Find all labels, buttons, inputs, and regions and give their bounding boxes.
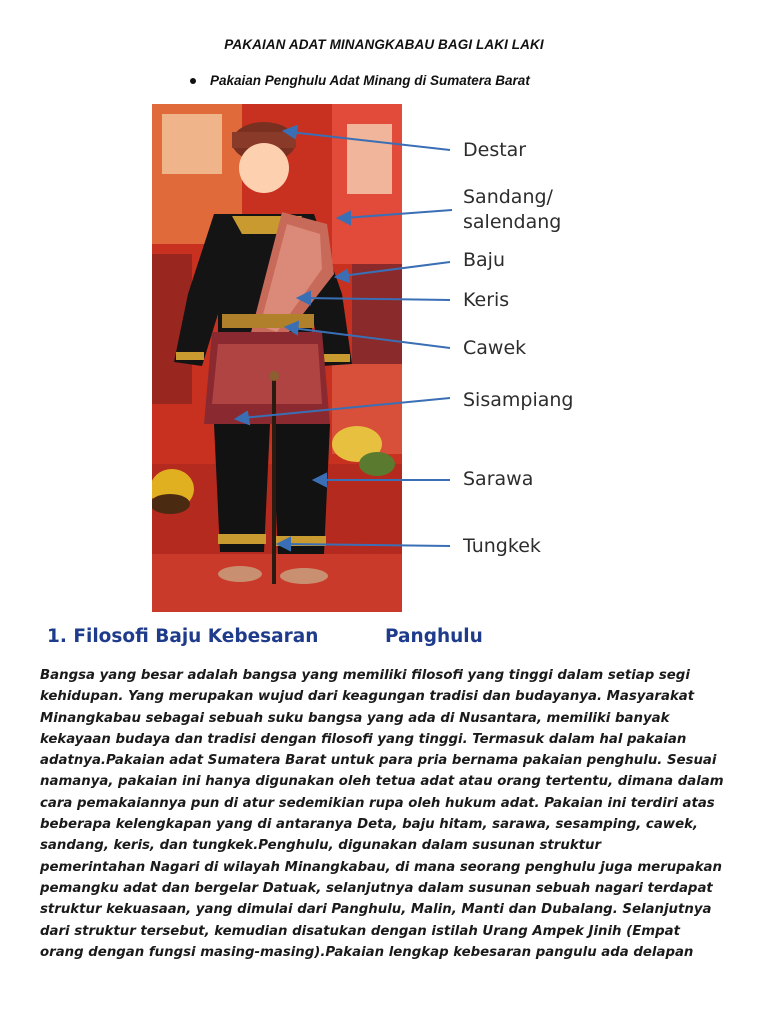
body-line: pemerintahan Nagari di wilayah Minangkabau, di mana seorang penghulu juga merupakan <box>40 859 722 875</box>
body-line: namanya, pakaian ini hanya digunakan oleh tetua adat atau orang tertentu, dimana dalam <box>40 774 724 790</box>
label-cawek: Cawek <box>463 337 527 359</box>
body-line: sandang, keris, dan tungkek.Penghulu, digunakan dalam susunan struktur <box>40 838 602 854</box>
label-sisampiang: Sisampiang <box>463 389 574 411</box>
label-destar: Destar <box>463 139 527 161</box>
body-line: pemangku adat dan bergelar Datuak, selanjutnya dalam susunan sebuah nagari terdapat <box>40 880 713 896</box>
body-line: Minangkabau sebagai sebuah suku bangsa yang ada di Nusantara, memiliki banyak <box>40 710 670 726</box>
body-line: cara pemakaiannya pun di atur sedemikian rupa oleh hukum adat. Pakaian ini terdiri atas <box>40 795 715 811</box>
bullet-text: Pakaian Penghulu Adat Minang di Sumatera Barat <box>210 73 530 88</box>
body-line: dari struktur tersebut, kemudian disatukan dengan istilah Urang Ampek Jinih (Empat <box>40 923 681 939</box>
costume-figure <box>152 104 612 614</box>
bullet-icon <box>190 78 196 84</box>
body-line: struktur kekuasaan, yang dimulai dari Panghulu, Malin, Manti dan Dubalang. Selanjutnya <box>40 902 712 918</box>
body-line: kehidupan. Yang merupakan wujud dari keagungan tradisi dan budayanya. Masyarakat <box>40 689 695 705</box>
section-title-tail: Panghulu <box>385 626 483 647</box>
label-tungkek: Tungkek <box>463 535 541 557</box>
bullet-list-item <box>190 73 530 88</box>
section-number-title: 1. Filosofi Baju Kebesaran <box>47 626 319 647</box>
label-keris: Keris <box>463 289 510 311</box>
document-title: PAKAIAN ADAT MINANGKABAU BAGI LAKI LAKI <box>224 37 544 52</box>
body-line: orang dengan fungsi masing-masing).Pakaian lengkap kebesaran pangulu ada delapan <box>40 944 694 960</box>
label-sandang: Sandang/ salendang <box>463 186 562 233</box>
label-baju: Baju <box>463 249 505 271</box>
body-paragraph <box>40 665 735 963</box>
body-line: beberapa kelengkapan yang di antaranya Deta, baju hitam, sarawa, sesamping, cawek, <box>40 817 698 833</box>
body-line: kekayaan budaya dan tradisi dengan filosofi yang tinggi. Termasuk dalam hal pakaian <box>40 731 687 747</box>
body-line: Bangsa yang besar adalah bangsa yang memiliki filosofi yang tinggi dalam setiap segi <box>40 668 690 683</box>
pointer-arrows <box>152 104 612 614</box>
label-sarawa: Sarawa <box>463 468 534 490</box>
body-line: adatnya.Pakaian adat Sumatera Barat untuk para pria bernama pakaian penghulu. Sesuai <box>40 753 717 769</box>
